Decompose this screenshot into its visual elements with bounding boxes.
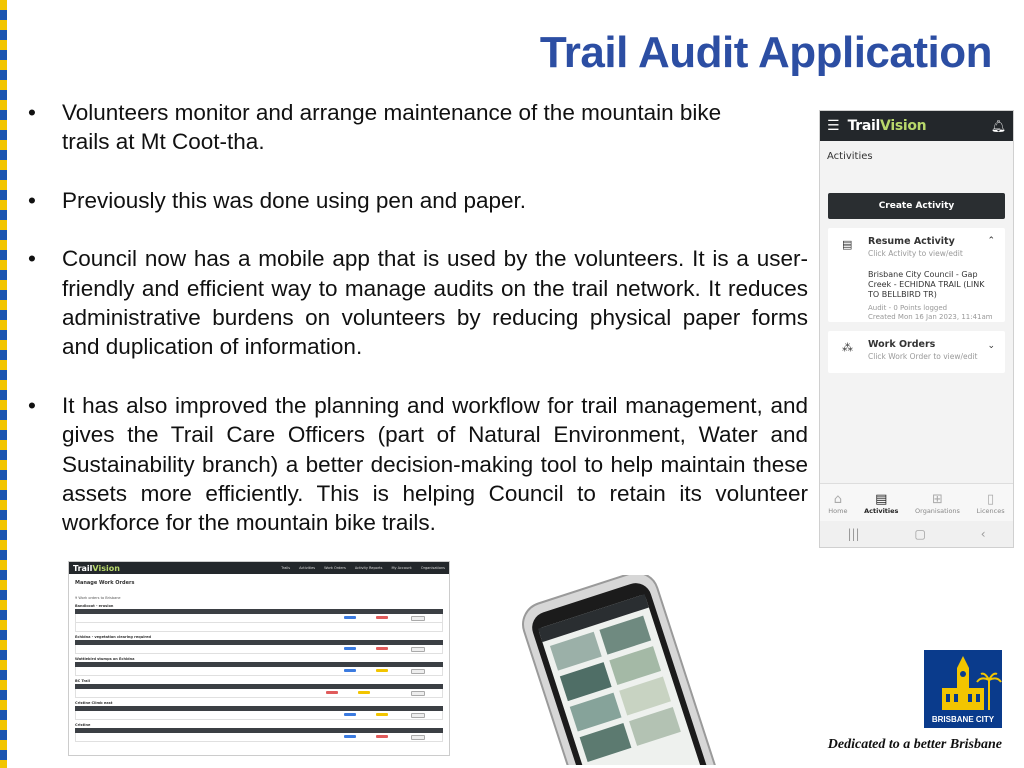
home-icon: ⌂	[833, 491, 843, 507]
back-icon[interactable]: ‹	[980, 527, 986, 541]
web-nav-item[interactable]: Trails	[281, 566, 291, 570]
work-order-group	[69, 604, 449, 632]
bell-icon[interactable]: 🔔︎	[990, 119, 1006, 133]
work-order-group	[69, 679, 449, 698]
council-tagline: Dedicated to a better Brisbane	[827, 737, 1002, 752]
org-chart-icon: ⊞	[932, 491, 943, 507]
work-orders-subtitle: Click Work Order to view/edit	[868, 352, 978, 361]
activities-heading: Activities	[827, 151, 873, 162]
bullet-marker: •	[28, 100, 36, 125]
table-row[interactable]	[75, 711, 443, 720]
web-nav-item[interactable]: Activity Reports	[354, 566, 383, 570]
bullet-item	[28, 98, 762, 157]
logo-suffix: Vision	[880, 118, 927, 134]
nav-label: Activities	[864, 506, 899, 515]
recent-apps-icon[interactable]: |||	[847, 527, 860, 541]
trailvision-logo	[73, 564, 120, 573]
work-order-group	[69, 657, 449, 676]
work-order-group-name: Bandicoot - erosion	[75, 604, 114, 608]
nav-label: Organisations	[915, 506, 960, 515]
web-nav-item[interactable]: Organisations	[420, 566, 445, 570]
table-row[interactable]	[75, 733, 443, 742]
web-nav-item[interactable]: Work Orders	[324, 566, 346, 570]
bullet-text: Volunteers monitor and arrange maintenance of the mountain bike trails at Mt Coot-tha.	[62, 100, 722, 155]
brisbane-city-logo	[924, 650, 1002, 728]
nav-activities[interactable]	[864, 492, 898, 515]
work-order-group-name: BC Trail	[75, 679, 90, 683]
home-button-icon[interactable]: ▢	[914, 527, 926, 541]
bullet-item	[28, 244, 808, 362]
slide-side-stripe	[0, 0, 7, 768]
work-order-group-name: Cristine	[75, 723, 91, 727]
smartphone-photo	[505, 575, 717, 765]
bullet-item	[28, 391, 808, 538]
nav-organisations[interactable]	[915, 492, 960, 515]
resume-activity-title: Resume Activity	[868, 236, 955, 247]
system-nav-bar	[820, 521, 1013, 547]
resume-activity-card[interactable]	[828, 228, 1005, 322]
work-orders-card[interactable]	[828, 331, 1005, 373]
activity-points: Audit - 0 Points logged	[868, 304, 948, 312]
web-nav-item[interactable]: Activities	[299, 566, 316, 570]
licence-icon: ▯	[987, 491, 995, 507]
table-row[interactable]	[75, 667, 443, 676]
web-nav-item[interactable]: My Account	[391, 566, 412, 570]
clipboard-icon: ▤	[875, 491, 888, 507]
logo-suffix: Vision	[92, 563, 120, 573]
bullet-marker: •	[28, 187, 36, 213]
activity-created: Created Mon 16 Jan 2023, 11:41am	[868, 313, 993, 321]
chevron-down-icon[interactable]: ⌄	[987, 341, 995, 351]
clipboard-icon: ▤	[842, 238, 853, 251]
bullet-list	[28, 98, 808, 567]
web-app-screenshot	[68, 561, 450, 756]
bullet-text: It has also improved the planning and workflow for trail management, and gives the Trail Care Officers (part of Natural Environment, Water and Sustainability branch) a better decision-making tool to help maintain these assets more efficiently. This is helping Council to retain its volunteer workforce for the mountain bike trails.	[62, 392, 808, 536]
table-row[interactable]	[75, 623, 443, 632]
hamburger-menu-icon[interactable]: ☰	[827, 118, 840, 134]
web-page-title: Manage Work Orders	[75, 580, 135, 586]
activity-location[interactable]: Brisbane City Council - Gap Creek - ECHIDNA TRAIL (LINK TO BELLBIRD TR)	[868, 270, 985, 299]
logo-prefix: Trail	[847, 118, 881, 134]
bullet-text: Previously this was done using pen and paper.	[62, 187, 527, 213]
nav-licences[interactable]	[977, 492, 1005, 515]
web-app-bar	[69, 562, 449, 574]
bullet-item	[28, 186, 808, 215]
web-nav	[281, 566, 445, 570]
work-order-group-name: Wattlebird stumps on Echidna	[75, 657, 135, 661]
bottom-nav	[820, 483, 1013, 522]
bullet-text: Council now has a mobile app that is used by the volunteers. It is a user-friendly and efficient way to manage audits on the trail network. It reduces administrative burdens on volunteers by reducing physical paper forms and duplication of information.	[62, 246, 808, 360]
nav-home[interactable]	[828, 492, 847, 515]
slide-title: Trail Audit Application	[539, 28, 992, 77]
chevron-up-icon[interactable]: ⌃	[987, 236, 995, 246]
trailvision-logo	[848, 118, 927, 134]
work-order-group-name: Echidna - vegetation clearing required	[75, 635, 152, 639]
mobile-app-screenshot	[819, 110, 1014, 548]
bullet-marker: •	[28, 246, 36, 272]
logo-prefix: Trail	[73, 563, 93, 573]
nav-label: Licences	[976, 506, 1005, 515]
mobile-app-bar	[820, 111, 1013, 141]
table-row[interactable]	[75, 689, 443, 698]
phone-body	[517, 575, 717, 765]
work-order-group	[69, 635, 449, 654]
work-order-group	[69, 723, 449, 742]
work-order-group-name: Cristine Climb east	[75, 701, 113, 705]
table-row[interactable]	[75, 614, 443, 623]
table-row[interactable]	[75, 645, 443, 654]
nav-label: Home	[828, 506, 848, 515]
bullet-marker: •	[28, 392, 36, 418]
resume-activity-subtitle: Click Activity to view/edit	[868, 249, 963, 258]
work-order-group	[69, 701, 449, 720]
logo-text: BRISBANE CITY	[931, 715, 995, 724]
web-work-order-count: 9 Work orders to Brisbane	[75, 596, 121, 600]
create-activity-button[interactable]: Create Activity	[828, 193, 1005, 219]
work-orders-title: Work Orders	[868, 339, 936, 350]
network-icon: ⁂	[842, 341, 853, 354]
